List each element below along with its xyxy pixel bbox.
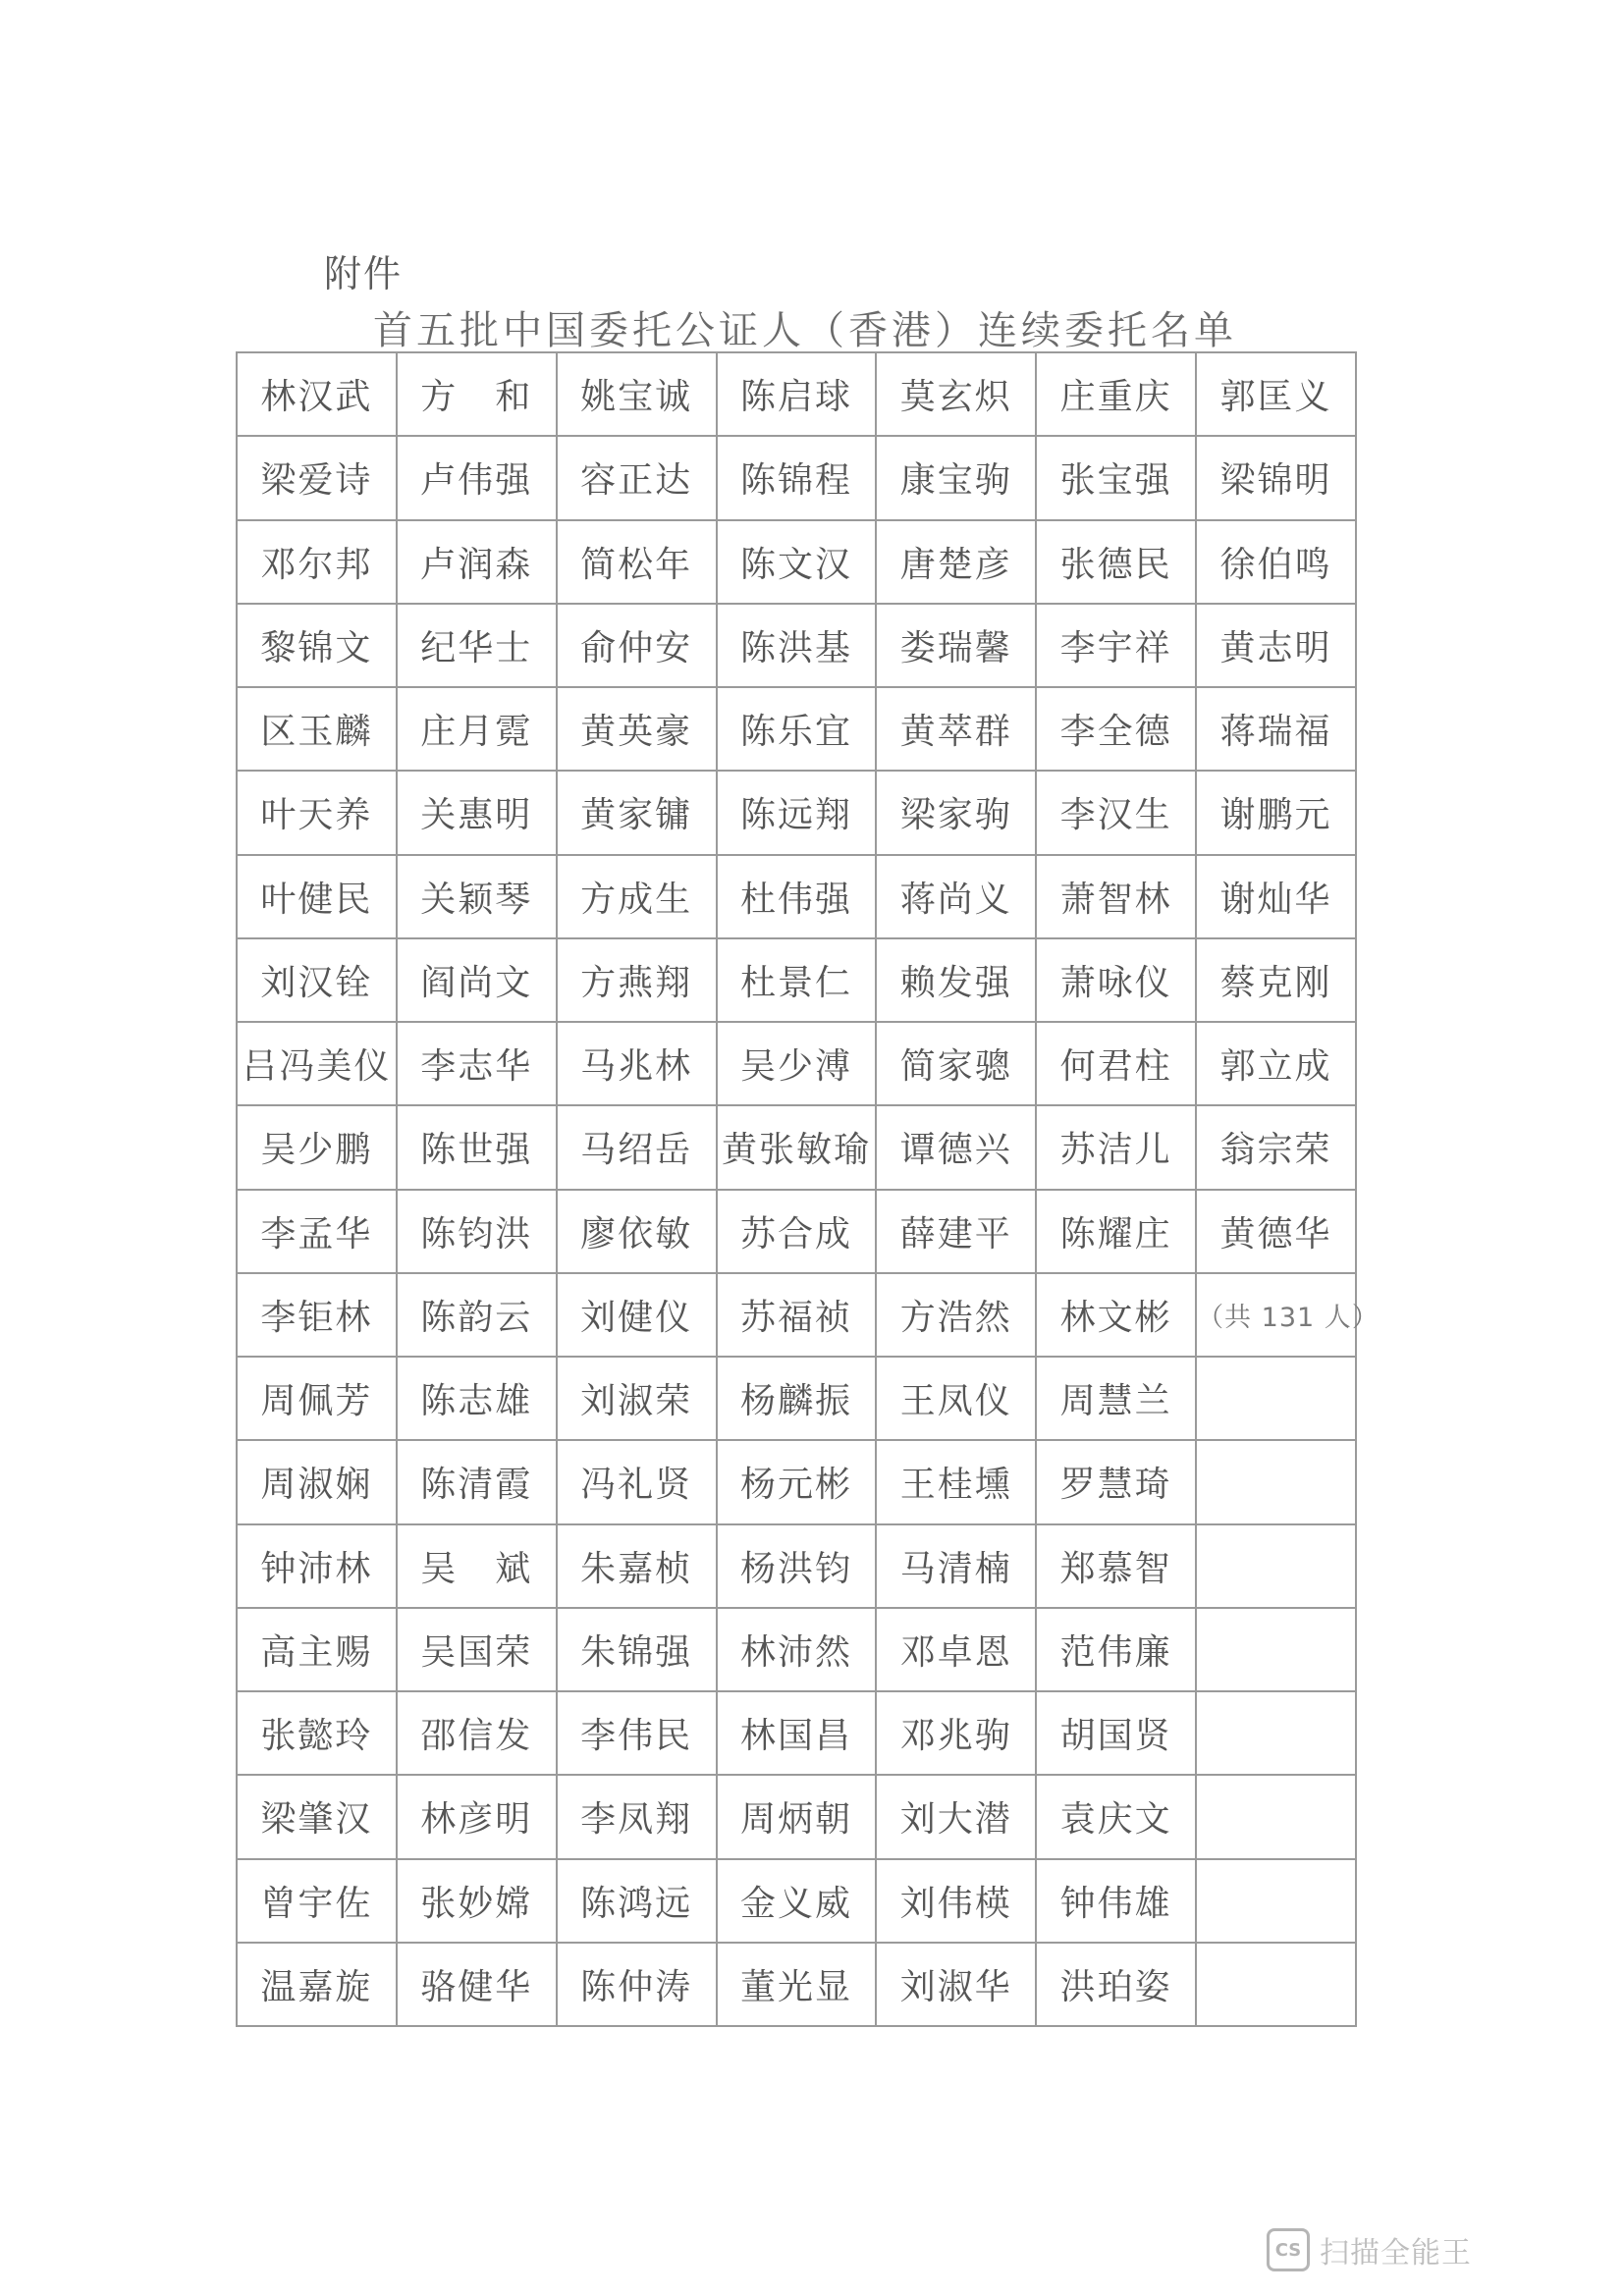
notary-name-cell: 张宝强 — [1036, 436, 1196, 519]
notary-name-cell: 莫玄炽 — [876, 352, 1036, 436]
table-row — [237, 1190, 1356, 1273]
notary-name-cell: 梁家驹 — [876, 771, 1036, 854]
document-title: 首五批中国委托公证人（香港）连续委托名单 — [373, 308, 1237, 353]
notary-name-cell: 陈耀庄 — [1036, 1190, 1196, 1273]
table-row — [237, 1775, 1356, 1858]
notary-name-cell: 陈文汉 — [717, 520, 877, 604]
notary-name-cell: 苏福祯 — [717, 1273, 877, 1357]
notary-name-cell: 李钜林 — [237, 1273, 397, 1357]
notary-name-cell: 蒋尚义 — [876, 855, 1036, 938]
notary-name-cell: 马绍岳 — [557, 1105, 717, 1189]
table-row — [237, 1524, 1356, 1608]
notary-name-cell: 洪珀姿 — [1036, 1943, 1196, 2026]
notary-name-cell: 黄德华 — [1196, 1190, 1356, 1273]
notary-name-cell: 庄月霓 — [397, 687, 557, 771]
notary-name-cell: 刘大潜 — [876, 1775, 1036, 1858]
notary-name-cell: 钟沛林 — [237, 1524, 397, 1608]
notary-name-cell: 萧智林 — [1036, 855, 1196, 938]
notary-name-cell: 曾宇佐 — [237, 1859, 397, 1943]
notary-name-cell: 陈韵云 — [397, 1273, 557, 1357]
notary-name-cell: 罗慧琦 — [1036, 1440, 1196, 1523]
notary-name-cell: 李志华 — [397, 1022, 557, 1105]
table-row — [237, 1943, 1356, 2026]
notary-name-cell: 梁肇汉 — [237, 1775, 397, 1858]
notary-name-cell: 刘伟楧 — [876, 1859, 1036, 1943]
notary-name-cell: 叶健民 — [237, 855, 397, 938]
notary-name-cell: 吴国荣 — [397, 1608, 557, 1691]
empty-cell — [1196, 1357, 1356, 1440]
notary-name-cell: 蒋瑞福 — [1196, 687, 1356, 771]
notary-name-cell: 郑慕智 — [1036, 1524, 1196, 1608]
notary-name-cell: 陈钧洪 — [397, 1190, 557, 1273]
notary-name-cell: 马兆林 — [557, 1022, 717, 1105]
notary-name-cell: 何君柱 — [1036, 1022, 1196, 1105]
notary-name-cell: 康宝驹 — [876, 436, 1036, 519]
scanner-watermark — [1267, 2228, 1472, 2271]
notary-name-cell: 周佩芳 — [237, 1357, 397, 1440]
table-row — [237, 687, 1356, 771]
table-row — [237, 1273, 1356, 1357]
notary-name-cell: 杨洪钧 — [717, 1524, 877, 1608]
notary-name-cell: 陈鸿远 — [557, 1859, 717, 1943]
notary-name-cell: 钟伟雄 — [1036, 1859, 1196, 1943]
notary-name-cell: 黄张敏瑜 — [717, 1105, 877, 1189]
notary-name-cell: 朱嘉桢 — [557, 1524, 717, 1608]
table-row — [237, 1440, 1356, 1523]
notary-name-cell: 陈世强 — [397, 1105, 557, 1189]
notary-name-cell: 邓尔邦 — [237, 520, 397, 604]
notary-name-cell: 庄重庆 — [1036, 352, 1196, 436]
notary-name-cell: 王桂壎 — [876, 1440, 1036, 1523]
notary-name-cell: 冯礼贤 — [557, 1440, 717, 1523]
notary-name-cell: 骆健华 — [397, 1943, 557, 2026]
notary-name-cell: 林汉武 — [237, 352, 397, 436]
notary-name-cell: 谭德兴 — [876, 1105, 1036, 1189]
notary-name-cell: 陈乐宜 — [717, 687, 877, 771]
notary-name-cell: 关惠明 — [397, 771, 557, 854]
notary-name-cell: 黄英豪 — [557, 687, 717, 771]
notary-name-cell: 林沛然 — [717, 1608, 877, 1691]
notary-name-cell: 阎尚文 — [397, 938, 557, 1022]
notary-name-cell: 方成生 — [557, 855, 717, 938]
notary-name-cell: 卢伟强 — [397, 436, 557, 519]
notary-name-cell: 徐伯鸣 — [1196, 520, 1356, 604]
notary-name-cell: 袁庆文 — [1036, 1775, 1196, 1858]
notary-name-cell: 马清楠 — [876, 1524, 1036, 1608]
notary-name-cell: 邓兆驹 — [876, 1691, 1036, 1775]
notary-name-cell: 苏合成 — [717, 1190, 877, 1273]
notary-name-cell: 张懿玲 — [237, 1691, 397, 1775]
notary-name-cell: 王凤仪 — [876, 1357, 1036, 1440]
notary-name-cell: 吴 斌 — [397, 1524, 557, 1608]
notary-name-cell: 杨元彬 — [717, 1440, 877, 1523]
notary-name-cell: 朱锦强 — [557, 1608, 717, 1691]
notary-name-cell: 金义威 — [717, 1859, 877, 1943]
notary-name-cell: 李宇祥 — [1036, 604, 1196, 687]
notary-name-cell: 纪华士 — [397, 604, 557, 687]
table-row — [237, 352, 1356, 436]
notary-name-cell: 黎锦文 — [237, 604, 397, 687]
notary-name-cell: 陈启球 — [717, 352, 877, 436]
table-row — [237, 1105, 1356, 1189]
notary-name-cell: 黄志明 — [1196, 604, 1356, 687]
table-row — [237, 1022, 1356, 1105]
notary-name-cell: 陈清霞 — [397, 1440, 557, 1523]
notary-name-cell: 娄瑞馨 — [876, 604, 1036, 687]
notary-name-cell: 李伟民 — [557, 1691, 717, 1775]
table-row — [237, 604, 1356, 687]
notary-name-cell: 萧咏仪 — [1036, 938, 1196, 1022]
empty-cell — [1196, 1524, 1356, 1608]
notary-name-cell: 温嘉旋 — [237, 1943, 397, 2026]
notary-name-cell: 唐楚彦 — [876, 520, 1036, 604]
notary-name-cell: 梁爱诗 — [237, 436, 397, 519]
table-row — [237, 1691, 1356, 1775]
notary-name-cell: 苏洁儿 — [1036, 1105, 1196, 1189]
notary-name-cell: 谢鹏元 — [1196, 771, 1356, 854]
notary-name-cell: 容正达 — [557, 436, 717, 519]
empty-cell — [1196, 1943, 1356, 2026]
total-count-cell: （共 131 人） — [1196, 1273, 1356, 1357]
table-row — [237, 436, 1356, 519]
table-row — [237, 771, 1356, 854]
empty-cell — [1196, 1775, 1356, 1858]
notary-name-cell: 陈远翔 — [717, 771, 877, 854]
table-row — [237, 1608, 1356, 1691]
notary-name-cell: 刘汉铨 — [237, 938, 397, 1022]
notary-name-cell: 谢灿华 — [1196, 855, 1356, 938]
annex-label: 附件 — [324, 252, 404, 295]
notary-name-cell: 周慧兰 — [1036, 1357, 1196, 1440]
notary-name-cell: 黄萃群 — [876, 687, 1036, 771]
notary-name-cell: 吴少鹏 — [237, 1105, 397, 1189]
notary-name-cell: 李孟华 — [237, 1190, 397, 1273]
notary-name-cell: 刘健仪 — [557, 1273, 717, 1357]
notary-name-cell: 陈洪基 — [717, 604, 877, 687]
notary-name-cell: 李汉生 — [1036, 771, 1196, 854]
table-row — [237, 855, 1356, 938]
notary-name-cell: 林彦明 — [397, 1775, 557, 1858]
notary-name-cell: 郭立成 — [1196, 1022, 1356, 1105]
notary-name-cell: 刘淑荣 — [557, 1357, 717, 1440]
notary-name-cell: 卢润森 — [397, 520, 557, 604]
camscanner-logo-icon: CS — [1267, 2228, 1310, 2271]
notary-name-cell: 林国昌 — [717, 1691, 877, 1775]
notary-name-cell: 刘淑华 — [876, 1943, 1036, 2026]
notary-name-cell: 李凤翔 — [557, 1775, 717, 1858]
notary-name-cell: 张德民 — [1036, 520, 1196, 604]
notary-name-cell: 张妙嫦 — [397, 1859, 557, 1943]
notary-name-cell: 董光显 — [717, 1943, 877, 2026]
notary-name-cell: 翁宗荣 — [1196, 1105, 1356, 1189]
notary-name-cell: 叶天养 — [237, 771, 397, 854]
notary-name-cell: 简家骢 — [876, 1022, 1036, 1105]
notary-name-cell: 杨麟振 — [717, 1357, 877, 1440]
notary-name-cell: 简松年 — [557, 520, 717, 604]
notary-name-cell: 梁锦明 — [1196, 436, 1356, 519]
table-row — [237, 1357, 1356, 1440]
notary-name-cell: 吕冯美仪 — [237, 1022, 397, 1105]
notary-name-cell: 俞仲安 — [557, 604, 717, 687]
notary-name-cell: 周淑娴 — [237, 1440, 397, 1523]
notary-name-cell: 李全德 — [1036, 687, 1196, 771]
notary-name-cell: 廖依敏 — [557, 1190, 717, 1273]
empty-cell — [1196, 1608, 1356, 1691]
notary-name-cell: 邵信发 — [397, 1691, 557, 1775]
notary-name-cell: 胡国贤 — [1036, 1691, 1196, 1775]
notary-name-cell: 姚宝诚 — [557, 352, 717, 436]
notary-name-cell: 陈仲涛 — [557, 1943, 717, 2026]
notary-name-cell: 陈锦程 — [717, 436, 877, 519]
notary-name-cell: 蔡克刚 — [1196, 938, 1356, 1022]
notary-name-cell: 方浩然 — [876, 1273, 1036, 1357]
notary-name-cell: 邓卓恩 — [876, 1608, 1036, 1691]
notary-name-cell: 杜伟强 — [717, 855, 877, 938]
table-row — [237, 1859, 1356, 1943]
roster-body — [237, 352, 1380, 2026]
notary-name-cell: 薛建平 — [876, 1190, 1036, 1273]
table-row — [237, 520, 1356, 604]
empty-cell — [1196, 1440, 1356, 1523]
notary-name-cell: 杜景仁 — [717, 938, 877, 1022]
table-row — [237, 938, 1356, 1022]
notary-name-cell: 吴少溥 — [717, 1022, 877, 1105]
notary-roster-table — [236, 351, 1380, 2027]
notary-name-cell: 范伟廉 — [1036, 1608, 1196, 1691]
notary-name-cell: 周炳朝 — [717, 1775, 877, 1858]
notary-name-cell: 高主赐 — [237, 1608, 397, 1691]
watermark-text: 扫描全能王 — [1320, 2236, 1472, 2270]
empty-cell — [1196, 1859, 1356, 1943]
empty-cell — [1196, 1691, 1356, 1775]
notary-name-cell: 方燕翔 — [557, 938, 717, 1022]
notary-name-cell: 黄家镛 — [557, 771, 717, 854]
notary-name-cell: 赖发强 — [876, 938, 1036, 1022]
notary-name-cell: 区玉麟 — [237, 687, 397, 771]
notary-name-cell: 林文彬 — [1036, 1273, 1196, 1357]
notary-name-cell: 关颖琴 — [397, 855, 557, 938]
notary-name-cell: 陈志雄 — [397, 1357, 557, 1440]
notary-name-cell: 郭匡义 — [1196, 352, 1356, 436]
notary-name-cell: 方 和 — [397, 352, 557, 436]
